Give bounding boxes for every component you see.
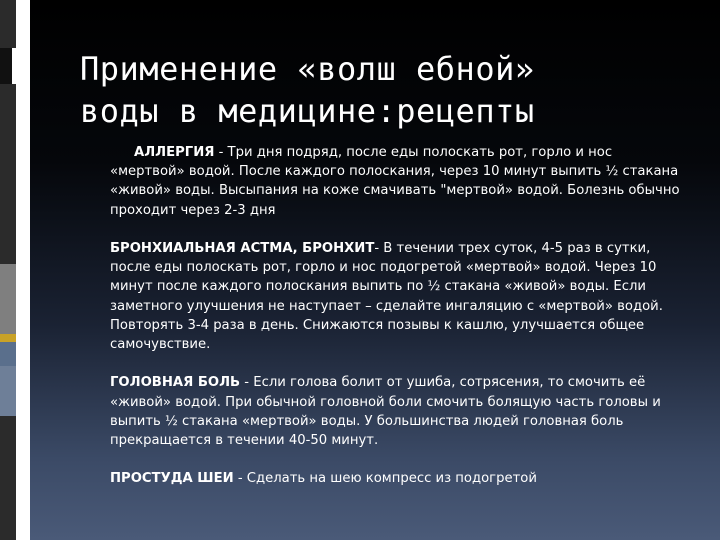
heading-asthma: БРОНХИАЛЬНАЯ АСТМА, БРОНХИТ [110,241,375,256]
stripe-black-block [0,48,12,84]
heading-neck-cold: ПРОСТУДА ШЕИ [110,471,234,487]
stripe-dark-bottom [0,416,16,540]
stripe-dark-mid [0,84,16,264]
stripe-dark-top [0,0,16,48]
recipes-body [110,143,682,508]
stripe-steel-mark [0,342,16,366]
heading-headache: ГОЛОВНАЯ БОЛЬ [110,375,241,391]
left-decorative-stripe [0,0,30,540]
slide-content [30,0,720,540]
heading-allergy: АЛЛЕРГИЯ [134,145,215,160]
title-line-1: Применение «волш ебной» [80,50,535,88]
paragraph-allergy [110,143,682,220]
stripe-gold-mark [0,334,16,342]
text-allergy: - Три дня подряд, после еды полоскать рот, горло и нос «мертвой» водой. После каждого полоскания, через 10 минут выпить ½ стакана «живой» воды. Высыпания на коже смачивать "мертвой» водой. Болезнь обычно проходит через 2-3 дня [110,145,680,218]
slide-title [80,48,680,132]
stripe-steel-lower [0,366,16,416]
paragraph-neck-cold [110,469,682,488]
paragraph-headache [110,373,682,450]
paragraph-asthma [110,239,682,354]
text-headache: - Если голова болит от ушиба, сотрясения, то смочить её «живой» водой. При обычной головной боли смочить болящую часть головы и выпить ½ стакана «мертвой» воды. У большинства людей головная боль прекращается в течении 40-50 минут. [110,375,661,449]
stripe-grey-mid [0,264,16,334]
text-neck-cold: - Сделать на шею компресс из подогретой [233,471,537,487]
title-line-2: воды в медицине:рецепты [80,92,535,130]
text-asthma: - В течении трех суток, 4-5 раз в сутки, после еды полоскать рот, горло и нос подогретой «мертвой» водой. Через 10 минут после каждого полоскания выпить по ½ стакана «живой» воды. Если заметного улучшения не наступает – сделайте ингаляцию с «мертвой» водой. Повторять 3-4 раза в день. Снижаются позывы к кашлю, улучшается общее самочувствие. [110,241,663,353]
